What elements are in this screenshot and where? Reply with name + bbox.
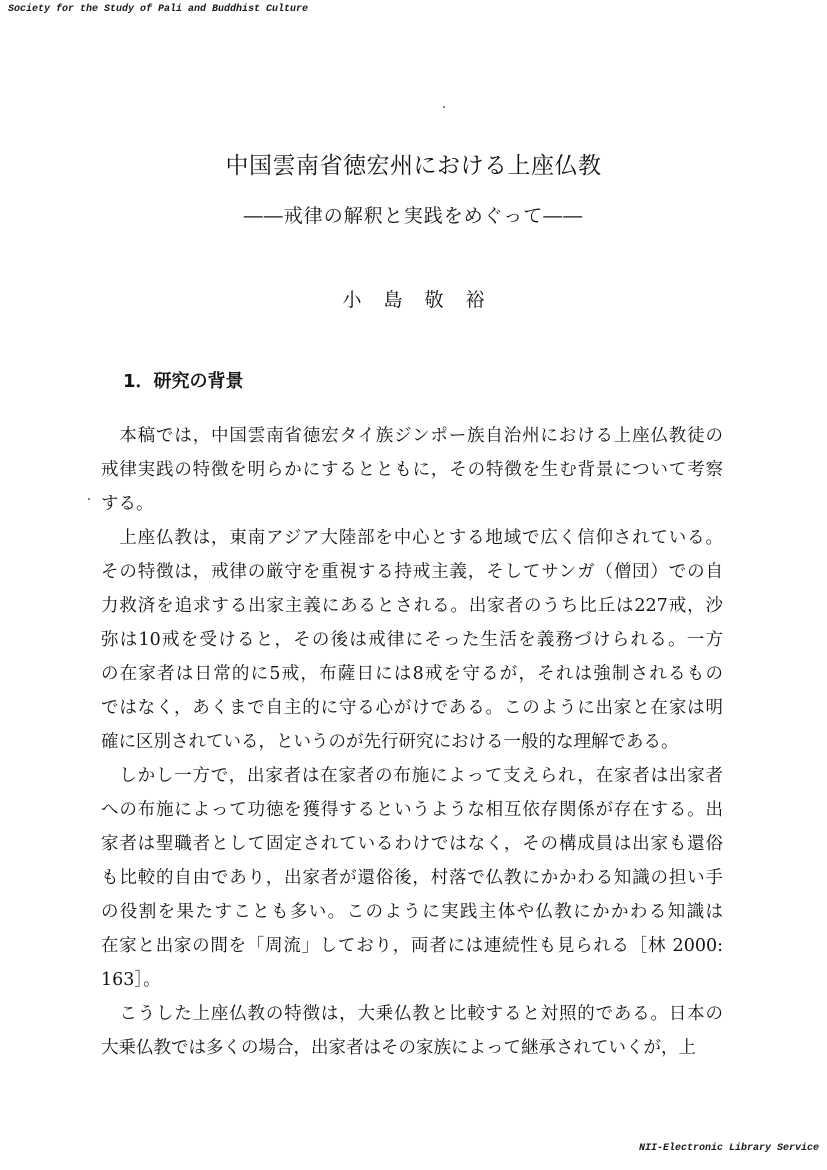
section-heading: 1．研究の背景 [123, 371, 244, 392]
running-header: Society for the Study of Pali and Buddhist Culture [8, 4, 309, 15]
text-line: ではなく，あくまで自主的に守る心がけである。このように出家と在家は明 [101, 698, 723, 718]
text-line: 在家と出家の間を「周流」しており，両者には連続性も見られる［林 2000: [101, 936, 723, 956]
text-line: 163］。 [101, 970, 161, 990]
text-line: への布施によって功徳を獲得するというような相互依存関係が存在する。出 [101, 800, 723, 820]
text-line: 戒律実践の特徴を明らかにするとともに，その特徴を生む背景について考察 [101, 460, 723, 480]
paper-title: 中国雲南省徳宏州における上座仏教 [225, 153, 602, 179]
text-line: 上座仏教は，東南アジア大陸部を中心とする地域で広く信仰されている。 [101, 528, 723, 548]
text-line: 弥は10戒を受けると，その後は戒律にそった生活を義務づけられる。一方 [101, 630, 723, 650]
text-line: する。 [101, 494, 154, 514]
paragraph [101, 759, 723, 997]
author-name: 小島敬裕 [342, 289, 507, 311]
paragraph [101, 997, 723, 1065]
paragraph [101, 419, 723, 521]
paper-subtitle: ――戒律の解釈と実践をめぐって―― [243, 205, 584, 227]
text-line: の役割を果たすことも多い。このように実践主体や仏教にかかわる知識は [101, 902, 723, 922]
text-line: こうした上座仏教の特徴は，大乗仏教と比較すると対照的である。日本の [101, 1004, 723, 1024]
footer-service: NII-Electronic Library Service [638, 1143, 819, 1154]
body-text [101, 419, 723, 1065]
text-line: の在家者は日常的に5戒，布薩日には8戒を守るが，それは強制されるもの [101, 664, 723, 684]
paragraph [101, 521, 723, 759]
text-line: 力救済を追求する出家主義にあるとされる。出家者のうち比丘は227戒，沙 [101, 596, 723, 616]
text-line: その特徴は，戒律の厳守を重視する持戒主義，そしてサンガ（僧団）での自 [101, 562, 723, 582]
text-line: 確に区別されている，というのが先行研究における一般的な理解である。 [101, 732, 679, 752]
scan-speck [443, 106, 445, 108]
text-line: 本稿では，中国雲南省徳宏タイ族ジンポー族自治州における上座仏教徒の [101, 426, 723, 446]
scan-speck [88, 498, 90, 500]
text-line: 大乗仏教では多くの場合，出家者はその家族によって継承されていくが，上 [101, 1038, 696, 1058]
text-line: も比較的自由であり，出家者が還俗後，村落で仏教にかかわる知識の担い手 [101, 868, 723, 888]
text-line: しかし一方で，出家者は在家者の布施によって支えられ，在家者は出家者 [101, 766, 723, 786]
text-line: 家者は聖職者として固定されているわけではなく，その構成員は出家も還俗 [101, 834, 723, 854]
